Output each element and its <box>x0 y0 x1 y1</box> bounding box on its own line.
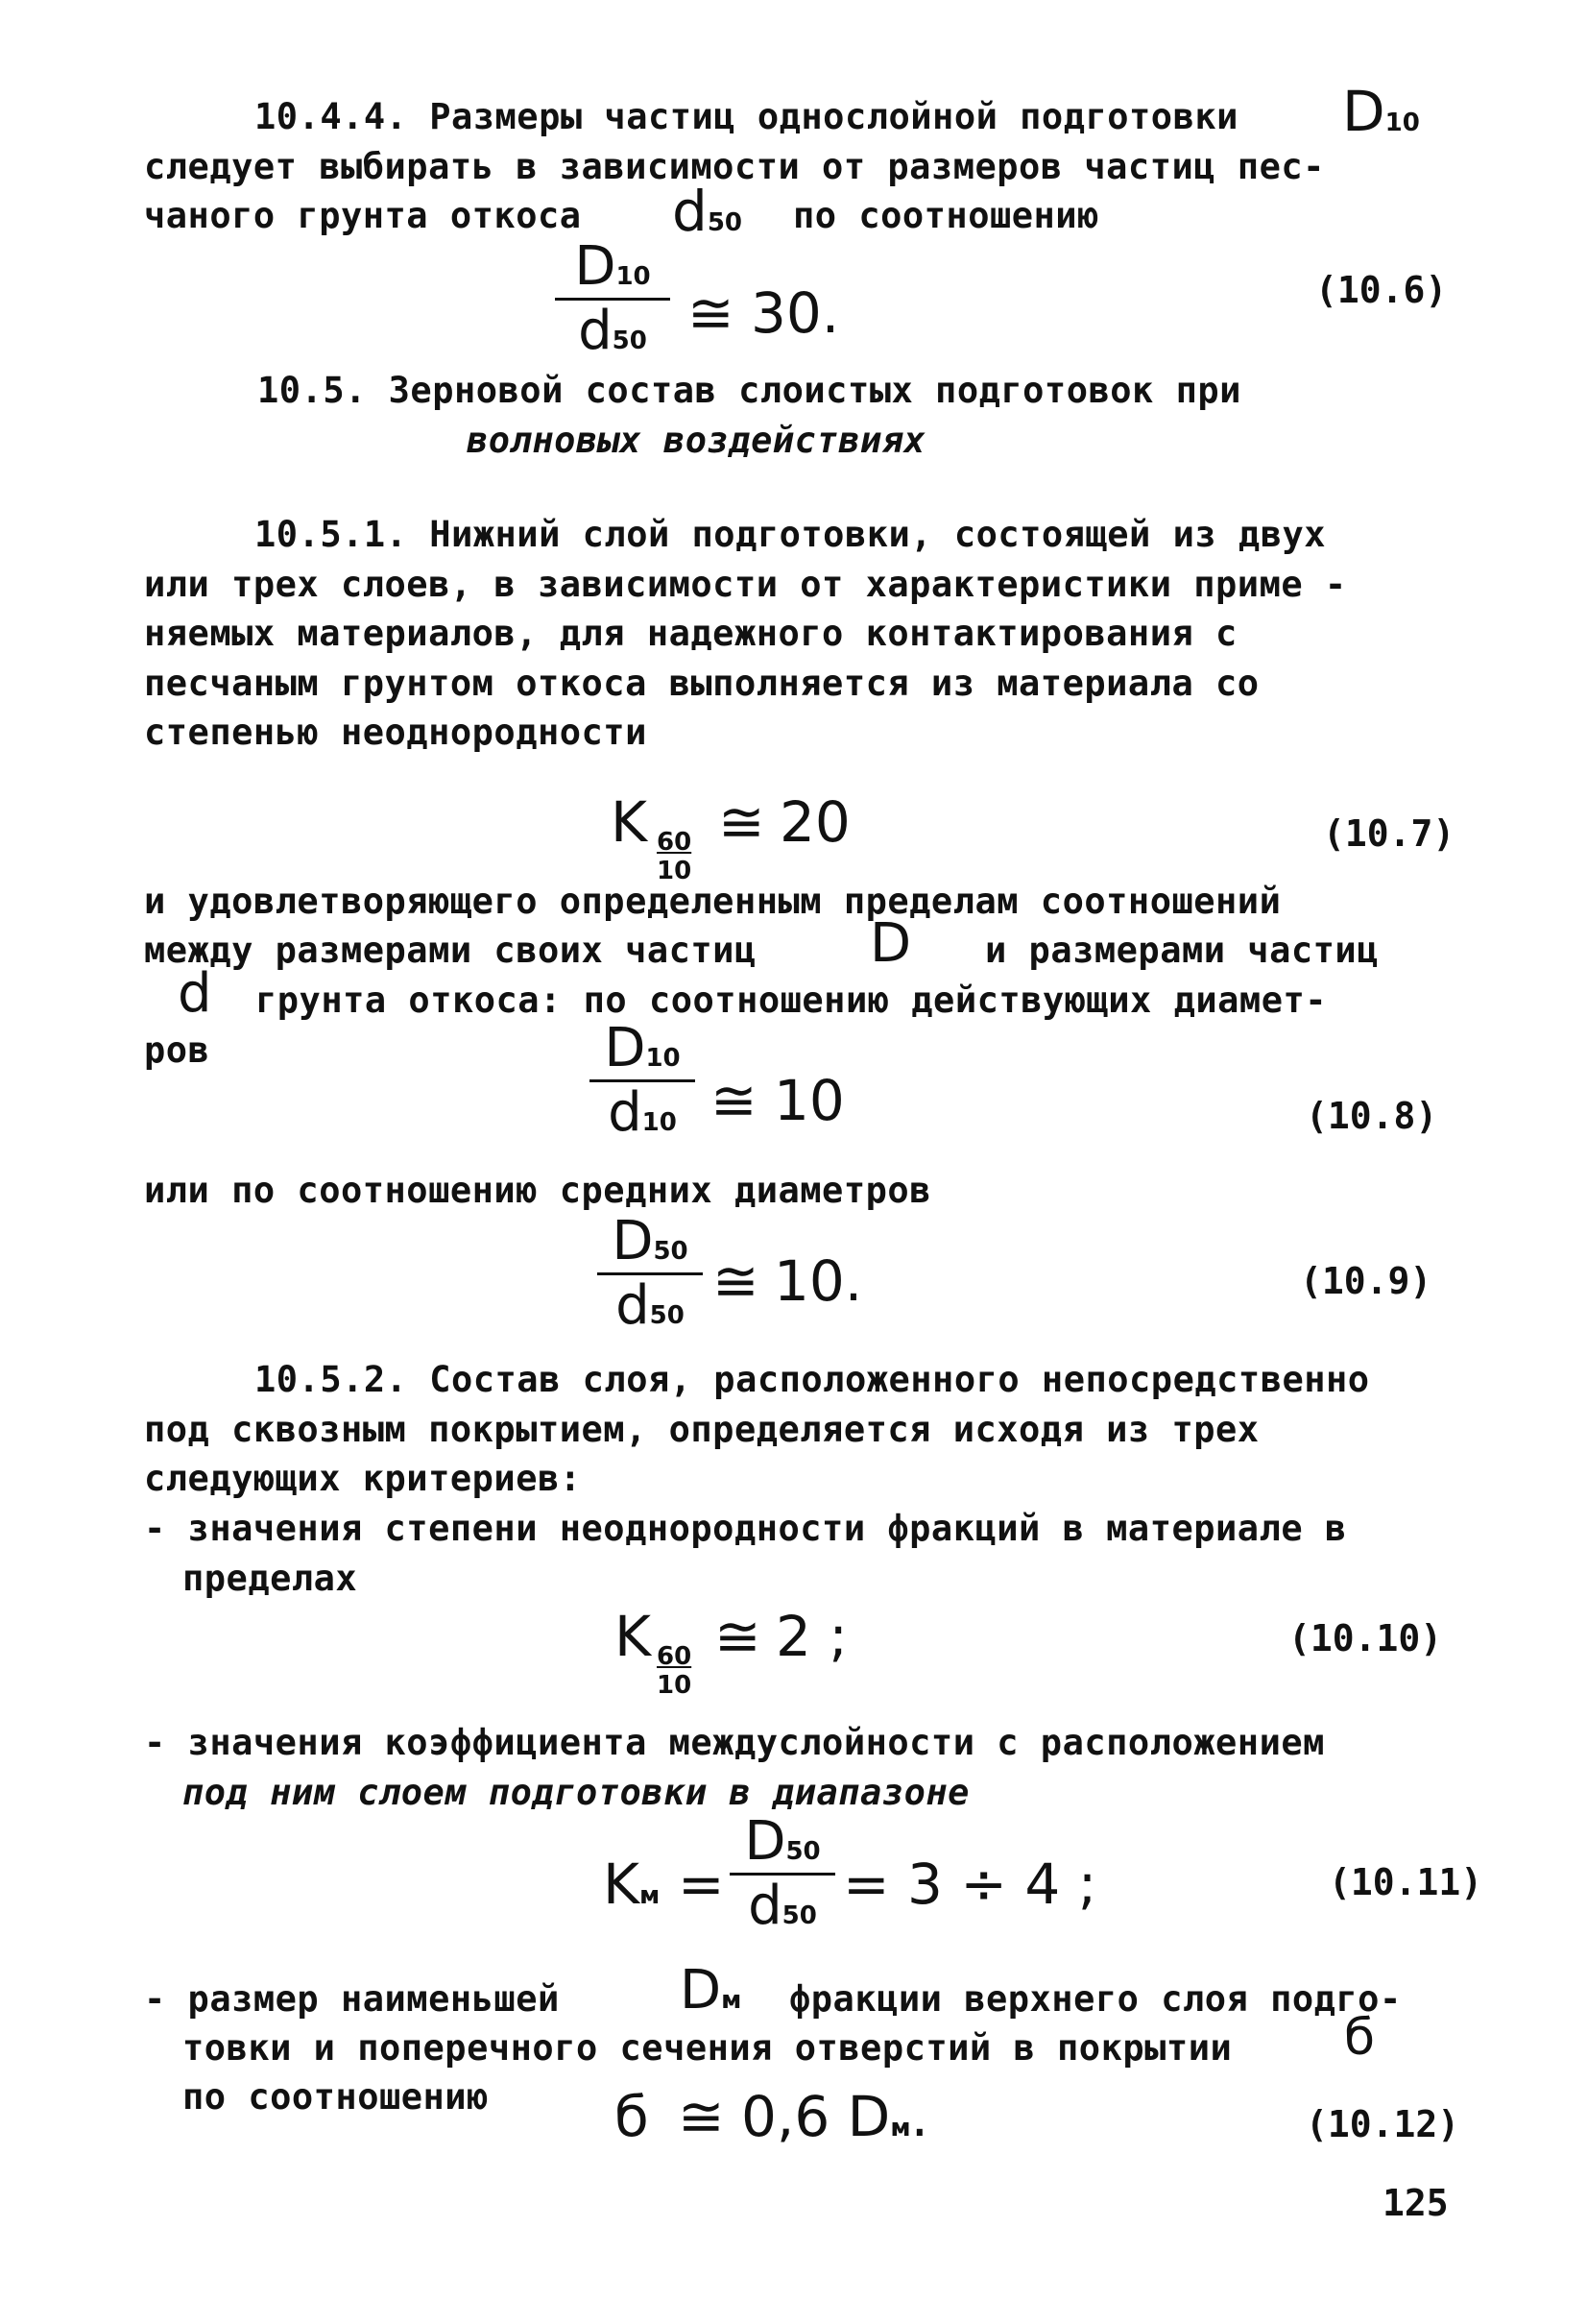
eq-10-12-rel: ≅ <box>678 2084 725 2149</box>
symbol-D10: D10 <box>1342 79 1420 144</box>
eq-10-10-rel: ≅ <box>714 1604 761 1669</box>
symbol-b: б <box>1344 2009 1376 2067</box>
para-10-5-1-line3: няемых материалов, для надежного контактирования с <box>144 613 1238 654</box>
criterion-3-line3: по соотношению <box>182 2076 489 2118</box>
eq-10-10-K: K <box>614 1604 652 1669</box>
criterion-3-line1b: фракции верхнего слоя подго- <box>789 1978 1402 2020</box>
eq-10-6-fraction: D10 d50 <box>555 240 670 358</box>
eq-10-12-label: (10.12) <box>1306 2103 1460 2145</box>
eq-10-10-rhs: 2 ; <box>776 1604 848 1669</box>
page-number: 125 <box>1383 2182 1449 2224</box>
eq-10-6-rhs: 30. <box>751 280 840 346</box>
para-10-5-1-line5: степенью неоднородности <box>144 712 647 753</box>
eq-10-6-rel: ≅ <box>687 280 734 346</box>
eq-10-10-subscript: 60 10 <box>657 1642 692 1700</box>
criterion-1-line2: пределах <box>182 1558 358 1599</box>
para-10-5-1-line10: или по соотношению средних диаметров <box>144 1170 931 1211</box>
eq-10-12-lhs: б <box>614 2084 649 2149</box>
symbol-d: d <box>178 962 212 1025</box>
section-10-5-title-line2: волновых воздействиях <box>467 420 926 461</box>
eq-10-11-eq: = <box>678 1852 725 1917</box>
section-10-5-title-line1: 10.5. Зерновой состав слоистых подготовок при <box>257 370 1241 411</box>
eq-10-7-label: (10.7) <box>1323 812 1455 855</box>
eq-10-11-label: (10.11) <box>1329 1861 1483 1903</box>
eq-10-9-rel: ≅ <box>712 1248 759 1314</box>
para-10-5-1-line6: и удовлетворяющего определенным пределам соотношений <box>144 881 1282 922</box>
eq-10-11-K: Kм <box>603 1852 661 1917</box>
para-10-4-4-line3b: по соотношению <box>793 195 1099 236</box>
eq-10-7-rhs: 20 <box>780 789 851 855</box>
para-10-5-1-line4: песчаным грунтом откоса выполняется из материала со <box>144 663 1260 704</box>
eq-10-8-rhs: 10 <box>774 1068 845 1133</box>
eq-10-10-label: (10.10) <box>1288 1617 1443 1659</box>
symbol-D: D <box>870 912 912 975</box>
para-10-5-2-line1: 10.5.2. Состав слоя, расположенного непосредственно <box>254 1359 1370 1400</box>
para-10-5-2-line2: под сквозным покрытием, определяется исходя из трех <box>144 1409 1260 1450</box>
para-10-5-1-line7b: и размерами частиц <box>985 930 1379 971</box>
para-10-4-4-line1: 10.4.4. Размеры частиц однослойной подготовки <box>254 96 1238 137</box>
criterion-3-line1a: - размер наименьшей <box>144 1978 560 2020</box>
symbol-Dm: Dм <box>680 1959 742 2021</box>
eq-10-8-label: (10.8) <box>1306 1095 1438 1137</box>
symbol-d50: d50 <box>672 179 743 244</box>
eq-10-9-fraction: D50 d50 <box>597 1215 703 1333</box>
para-10-5-1-line9: ров <box>144 1029 210 1071</box>
eq-10-9-label: (10.9) <box>1300 1260 1432 1302</box>
para-10-5-1-line1: 10.5.1. Нижний слой подготовки, состоящей из двух <box>254 514 1327 555</box>
para-10-4-4-line3a: чаного грунта откоса <box>144 195 582 236</box>
eq-10-9-rhs: 10. <box>774 1248 863 1314</box>
para-10-5-1-line2: или трех слоев, в зависимости от характеристики приме - <box>144 564 1347 605</box>
criterion-2-line2: под ним слоем подготовки в диапазоне <box>182 1772 970 1813</box>
para-10-4-4-line2: следует выбирать в зависимости от размеров частиц пес- <box>144 146 1325 187</box>
eq-10-8-fraction: D10 d10 <box>589 1022 695 1140</box>
criterion-2-line1: - значения коэффициента междуслойности с расположением <box>144 1722 1325 1763</box>
eq-10-6-label: (10.6) <box>1315 269 1448 311</box>
eq-10-7-subscript: 60 10 <box>657 828 692 885</box>
eq-10-7-K: K <box>611 789 648 855</box>
eq-10-7-rel: ≅ <box>718 789 765 855</box>
eq-10-11-rhs: = 3 ÷ 4 ; <box>843 1852 1097 1917</box>
eq-10-8-rel: ≅ <box>710 1068 757 1133</box>
para-10-5-2-line3: следующих критериев: <box>144 1458 582 1499</box>
criterion-1-line1: - значения степени неоднородности фракций в материале в <box>144 1508 1347 1549</box>
para-10-5-1-line7a: между размерами своих частиц <box>144 930 757 971</box>
para-10-5-1-line8: грунта откоса: по соотношению действующих диамет- <box>255 980 1328 1021</box>
criterion-3-line2: товки и поперечного сечения отверстий в покрытии <box>182 2027 1233 2069</box>
eq-10-12-rhs: 0,6 Dм. <box>741 2084 929 2149</box>
eq-10-11-fraction: D50 d50 <box>730 1815 835 1933</box>
